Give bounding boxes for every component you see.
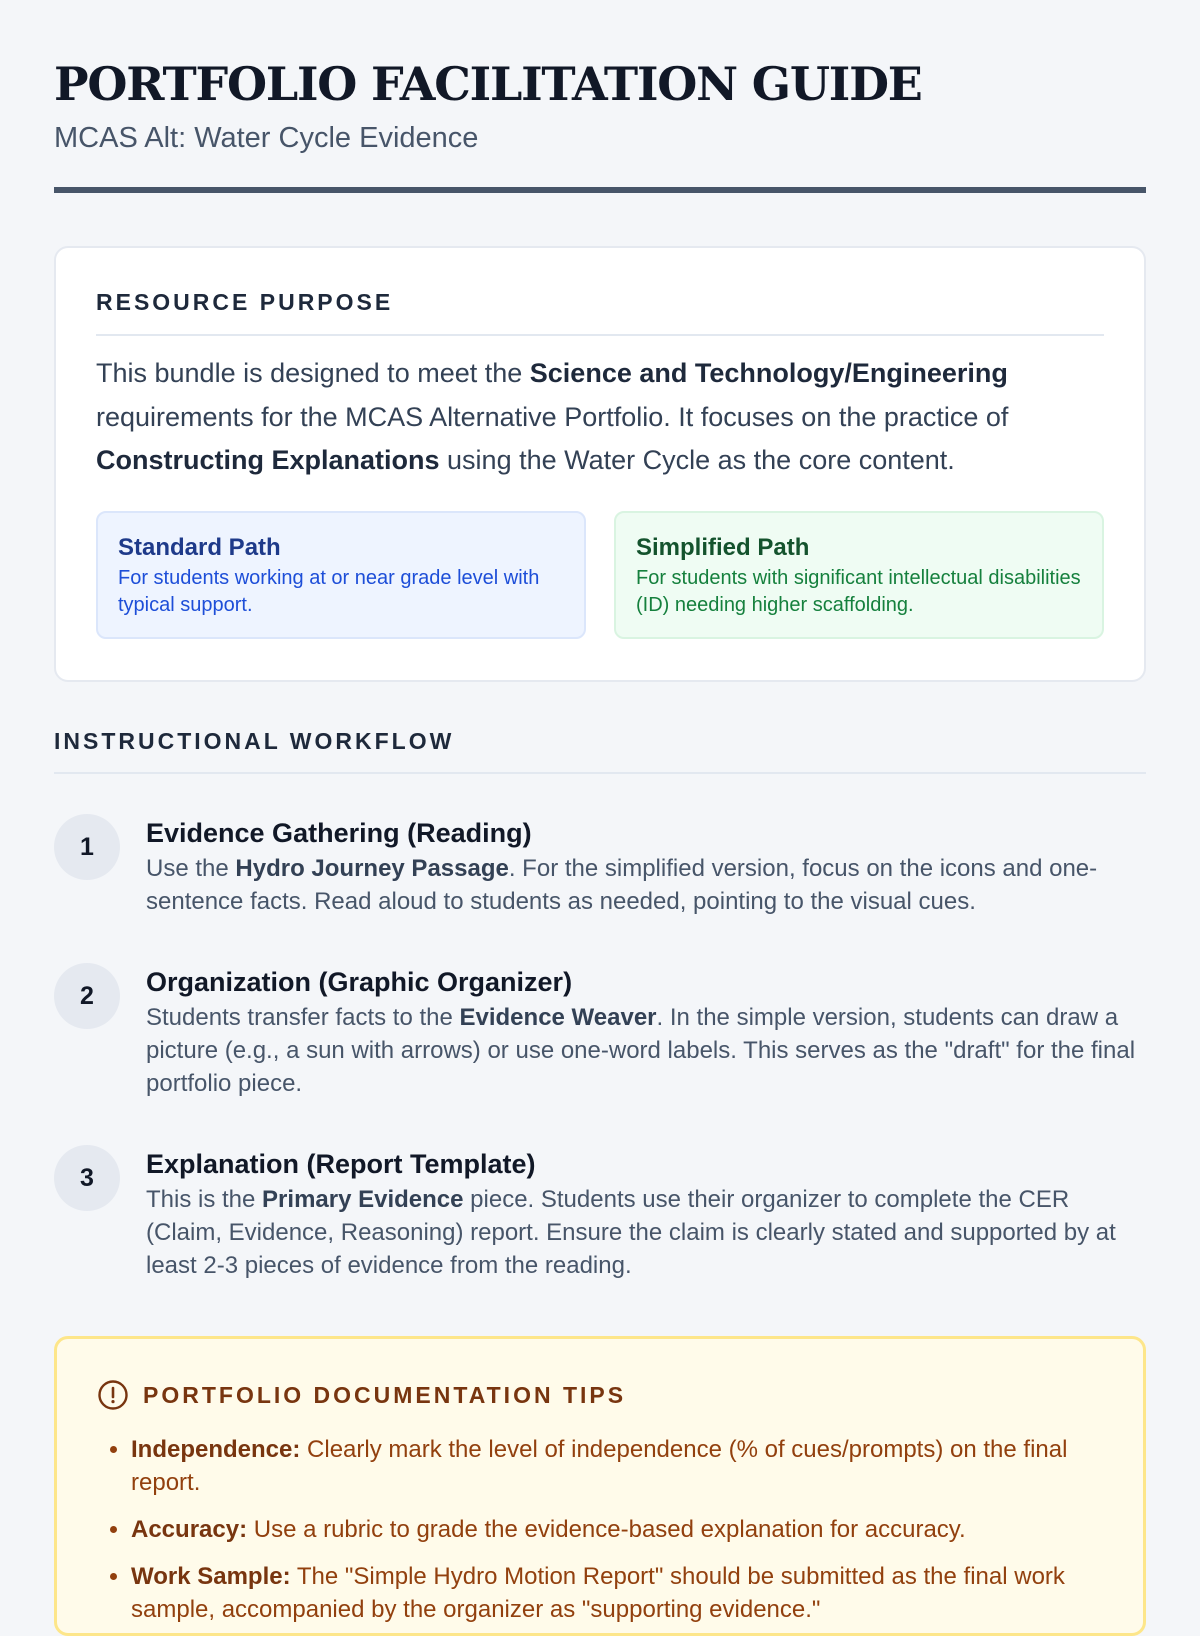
step-body [146,816,1146,918]
simplified-path-description: For students with significant intellectual disabilities (ID) needing higher scaffolding. [636,566,1081,616]
simplified-path-title: Simplified Path [636,533,810,561]
page-title: PORTFOLIO FACILITATION GUIDE [54,57,922,111]
step-body [146,965,1146,1100]
instructional-workflow-heading: INSTRUCTIONAL WORKFLOW [54,728,455,754]
workflow-divider [54,772,1146,774]
step-title: Explanation (Report Template) [146,1149,536,1179]
workflow-step [54,1145,1146,1282]
tip-text: The "Simple Hydro Motion Report" should be submitted as the final work sample, accompanied by the organizer as "supporting evidence." [131,1563,1065,1623]
standard-path-title: Standard Path [118,533,281,561]
standard-path-box [96,511,586,639]
step-description [146,1001,1146,1100]
tip-label: Accuracy: [131,1516,248,1543]
list-item [131,1433,1103,1499]
path-options [96,511,1104,639]
tips-header [97,1379,1103,1411]
step-desc-post: . In the simple version, students can draw a picture (e.g., a sun with arrows) or use one-word labels. This serves as the "draft" for the final portfolio piece. [146,1004,1136,1097]
purpose-paragraph [96,352,1104,483]
tip-label: Independence: [131,1436,301,1463]
step-desc-pre: This is the [146,1186,263,1213]
resource-purpose-heading: RESOURCE PURPOSE [96,289,394,315]
documentation-tips-heading: PORTFOLIO DOCUMENTATION TIPS [143,1382,627,1408]
step-description [146,1183,1146,1282]
step-number-badge: 1 [54,814,120,880]
purpose-bold-1: Science and Technology/Engineering [529,358,1008,388]
workflow-step [54,963,1146,1100]
list-item [131,1513,1103,1546]
step-desc-bold: Hydro Journey Passage [235,855,509,882]
step-number-badge: 2 [54,963,120,1029]
workflow-steps [54,814,1146,1282]
title-divider [54,187,1146,193]
tip-text: Use a rubric to grade the evidence-based explanation for accuracy. [247,1516,966,1543]
step-title: Organization (Graphic Organizer) [146,967,573,997]
tip-text: Clearly mark the level of independence (% of cues/prompts) on the final report. [131,1436,1068,1496]
step-body [146,1147,1146,1282]
workflow-step [54,814,1146,918]
purpose-text-3: using the Water Cycle as the core content. [439,445,955,475]
step-desc-pre: Use the [146,855,236,882]
simplified-path-box [614,511,1104,639]
step-title: Evidence Gathering (Reading) [146,818,532,848]
purpose-bold-2: Constructing Explanations [96,445,440,475]
page-subtitle: MCAS Alt: Water Cycle Evidence [54,122,479,154]
resource-purpose-card [54,246,1146,682]
alert-circle-icon [97,1379,129,1411]
step-description [146,852,1146,918]
step-desc-post: piece. Students use their organizer to complete the CER (Claim, Evidence, Reasoning) report. Ensure the claim is clearly stated and supported by at least 2-3 pieces of evidence from the reading. [146,1186,1116,1279]
purpose-text-2: requirements for the MCAS Alternative Portfolio. It focuses on the practice of [96,401,1009,432]
standard-path-description: For students working at or near grade level with typical support. [118,566,540,616]
step-desc-post: . For the simplified version, focus on the icons and one-sentence facts. Read aloud to students as needed, pointing to the visual cues. [146,855,1098,915]
list-item [131,1560,1103,1626]
tip-label: Work Sample: [131,1563,291,1590]
tips-list [97,1433,1103,1626]
step-desc-bold: Primary Evidence [262,1186,464,1213]
documentation-tips-box [54,1336,1146,1636]
step-desc-pre: Students transfer facts to the [146,1004,460,1031]
purpose-text-1: This bundle is designed to meet the [96,358,530,388]
purpose-divider [96,334,1104,336]
step-number-badge: 3 [54,1145,120,1211]
step-desc-bold: Evidence Weaver [459,1004,657,1031]
